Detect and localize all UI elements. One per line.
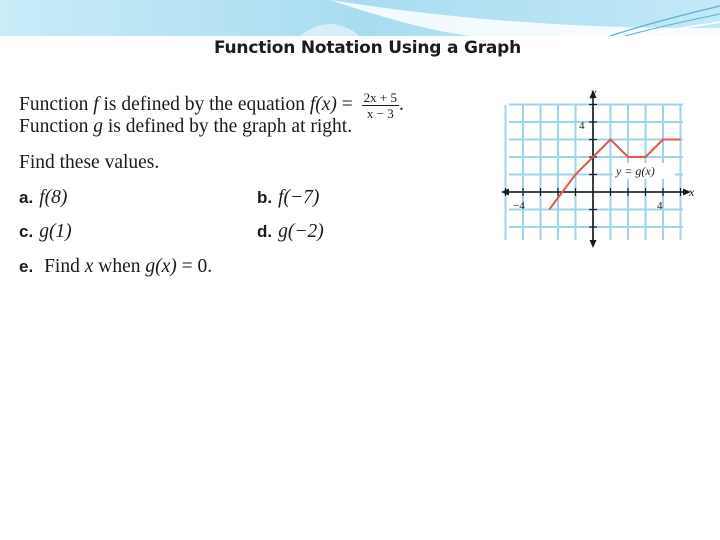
tick-label-x-neg-4: −4 — [513, 200, 525, 212]
header-band — [0, 0, 720, 36]
item-b — [257, 187, 319, 209]
instruction: Find these values. — [19, 152, 160, 173]
x-axis-label: x — [689, 185, 695, 199]
var-f: f — [93, 93, 99, 115]
item-b-text: f(−7) — [278, 187, 320, 208]
tick-label-x-4: 4 — [657, 200, 663, 212]
fraction-denominator: x − 3 — [366, 106, 394, 121]
tick-label-y-4: 4 — [579, 120, 585, 132]
y-axis-label: y — [591, 85, 597, 99]
var-g: g — [93, 116, 103, 137]
item-c — [19, 221, 72, 243]
y-axis-arrow-down — [590, 240, 597, 248]
item-e-gx: g(x) — [145, 256, 177, 277]
item-e-label: e. — [19, 257, 34, 276]
item-c-label: c. — [19, 222, 34, 241]
equals-sign: = — [341, 93, 353, 115]
item-a-text: f(8) — [39, 187, 68, 208]
function-graph — [495, 80, 705, 255]
problem-line-2 — [19, 116, 352, 138]
item-a — [19, 187, 67, 209]
text-graph-right: is defined by the graph at right. — [107, 116, 353, 137]
item-b-label: b. — [257, 188, 273, 207]
item-c-text: g(1) — [39, 221, 72, 242]
item-e — [19, 256, 212, 278]
text-function: Function — [19, 93, 89, 115]
expr-fx: f(x) — [309, 93, 337, 115]
period: . — [399, 93, 404, 115]
item-a-label: a. — [19, 188, 34, 207]
item-d — [257, 221, 324, 243]
item-e-x: x — [84, 256, 94, 277]
slide-title: Function Notation Using a Graph — [213, 38, 522, 58]
item-e-equals-zero: = 0. — [181, 256, 213, 277]
text-function-2: Function — [19, 116, 89, 137]
fraction — [362, 91, 399, 120]
fraction-numerator: 2x + 5 — [363, 90, 397, 105]
item-e-when: when — [98, 256, 141, 277]
item-d-text: g(−2) — [278, 221, 324, 242]
item-e-find: Find — [44, 256, 80, 277]
curve-label: y = g(x) — [616, 164, 655, 178]
text-defined: is defined by the equation — [103, 93, 305, 115]
item-d-label: d. — [257, 222, 273, 241]
